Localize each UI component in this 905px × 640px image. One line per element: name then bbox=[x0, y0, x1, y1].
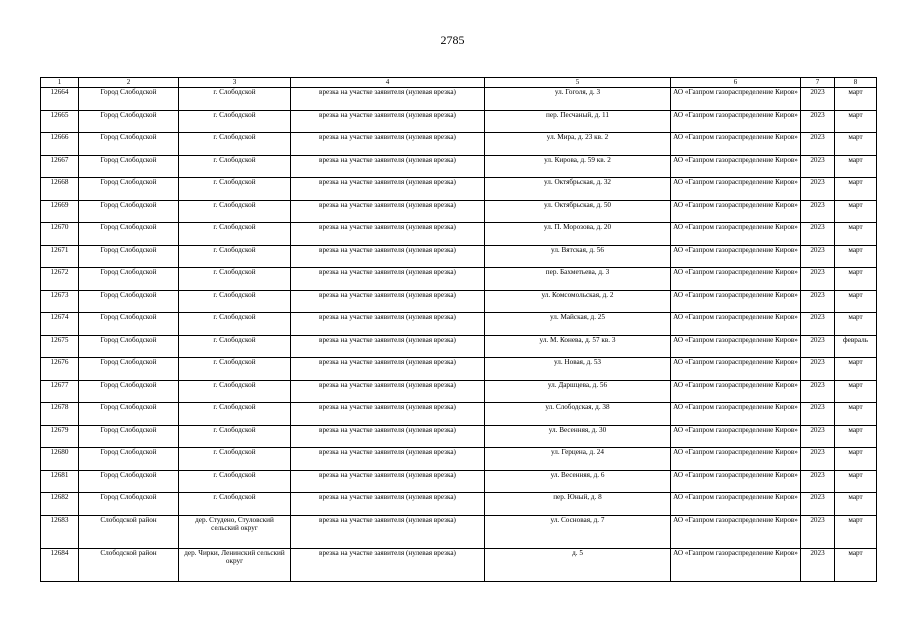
month-cell: март bbox=[835, 403, 877, 426]
municipality-cell: Город Слободской bbox=[79, 290, 179, 313]
row-number-cell: 12665 bbox=[41, 110, 79, 133]
month-cell: март bbox=[835, 515, 877, 548]
settlement-cell: г. Слободской bbox=[179, 110, 291, 133]
year-cell: 2023 bbox=[801, 200, 835, 223]
organization-cell: АО «Газпром газораспределение Киров» bbox=[671, 493, 801, 516]
month-cell: март bbox=[835, 358, 877, 381]
municipality-cell: Город Слободской bbox=[79, 380, 179, 403]
year-cell: 2023 bbox=[801, 380, 835, 403]
address-cell: ул. Октябрьская, д. 32 bbox=[485, 178, 671, 201]
organization-cell: АО «Газпром газораспределение Киров» bbox=[671, 425, 801, 448]
row-number-cell: 12677 bbox=[41, 380, 79, 403]
row-number-cell: 12670 bbox=[41, 223, 79, 246]
column-header: 2 bbox=[79, 78, 179, 88]
table-row bbox=[41, 178, 877, 201]
year-cell: 2023 bbox=[801, 133, 835, 156]
row-number-cell: 12682 bbox=[41, 493, 79, 516]
year-cell: 2023 bbox=[801, 448, 835, 471]
organization-cell: АО «Газпром газораспределение Киров» bbox=[671, 133, 801, 156]
table-row bbox=[41, 380, 877, 403]
row-number-cell: 12679 bbox=[41, 425, 79, 448]
year-cell: 2023 bbox=[801, 548, 835, 581]
settlement-cell: дер. Студено, Стуловский сельский округ bbox=[179, 515, 291, 548]
address-cell: ул. Мира, д. 23 кв. 2 bbox=[485, 133, 671, 156]
month-cell: март bbox=[835, 200, 877, 223]
organization-cell: АО «Газпром газораспределение Киров» bbox=[671, 470, 801, 493]
column-header: 3 bbox=[179, 78, 291, 88]
work-type-cell: врезка на участке заявителя (нулевая врезка) bbox=[291, 88, 485, 111]
work-type-cell: врезка на участке заявителя (нулевая врезка) bbox=[291, 425, 485, 448]
settlement-cell: г. Слободской bbox=[179, 358, 291, 381]
table-row bbox=[41, 268, 877, 291]
row-number-cell: 12672 bbox=[41, 268, 79, 291]
address-cell: пер. Юный, д. 8 bbox=[485, 493, 671, 516]
work-type-cell: врезка на участке заявителя (нулевая врезка) bbox=[291, 313, 485, 336]
organization-cell: АО «Газпром газораспределение Киров» bbox=[671, 110, 801, 133]
month-cell: март bbox=[835, 380, 877, 403]
table-row bbox=[41, 403, 877, 426]
table-row bbox=[41, 358, 877, 381]
settlement-cell: г. Слободской bbox=[179, 403, 291, 426]
month-cell: март bbox=[835, 178, 877, 201]
year-cell: 2023 bbox=[801, 358, 835, 381]
work-type-cell: врезка на участке заявителя (нулевая врезка) bbox=[291, 290, 485, 313]
municipality-cell: Город Слободской bbox=[79, 358, 179, 381]
municipality-cell: Город Слободской bbox=[79, 448, 179, 471]
year-cell: 2023 bbox=[801, 335, 835, 358]
organization-cell: АО «Газпром газораспределение Киров» bbox=[671, 245, 801, 268]
table-row bbox=[41, 335, 877, 358]
settlement-cell: дер. Чирки, Ленинский сельский округ bbox=[179, 548, 291, 581]
table-row bbox=[41, 133, 877, 156]
address-cell: ул. Комсомольская, д. 2 bbox=[485, 290, 671, 313]
work-type-cell: врезка на участке заявителя (нулевая врезка) bbox=[291, 110, 485, 133]
address-cell: ул. Весенняя, д. 6 bbox=[485, 470, 671, 493]
work-type-cell: врезка на участке заявителя (нулевая врезка) bbox=[291, 358, 485, 381]
year-cell: 2023 bbox=[801, 493, 835, 516]
address-cell: д. 5 bbox=[485, 548, 671, 581]
settlement-cell: г. Слободской bbox=[179, 493, 291, 516]
organization-cell: АО «Газпром газораспределение Киров» bbox=[671, 155, 801, 178]
settlement-cell: г. Слободской bbox=[179, 268, 291, 291]
settlement-cell: г. Слободской bbox=[179, 178, 291, 201]
settlement-cell: г. Слободской bbox=[179, 425, 291, 448]
table-row bbox=[41, 448, 877, 471]
organization-cell: АО «Газпром газораспределение Киров» bbox=[671, 403, 801, 426]
row-number-cell: 12666 bbox=[41, 133, 79, 156]
column-header: 7 bbox=[801, 78, 835, 88]
municipality-cell: Город Слободской bbox=[79, 88, 179, 111]
address-cell: ул. Гоголя, д. 3 bbox=[485, 88, 671, 111]
table-row bbox=[41, 245, 877, 268]
settlement-cell: г. Слободской bbox=[179, 200, 291, 223]
settlement-cell: г. Слободской bbox=[179, 155, 291, 178]
address-cell: ул. Сосновая, д. 7 bbox=[485, 515, 671, 548]
organization-cell: АО «Газпром газораспределение Киров» bbox=[671, 178, 801, 201]
row-number-cell: 12676 bbox=[41, 358, 79, 381]
address-cell: ул. Даршцева, д. 56 bbox=[485, 380, 671, 403]
work-type-cell: врезка на участке заявителя (нулевая врезка) bbox=[291, 448, 485, 471]
row-number-cell: 12680 bbox=[41, 448, 79, 471]
settlement-cell: г. Слободской bbox=[179, 470, 291, 493]
organization-cell: АО «Газпром газораспределение Киров» bbox=[671, 358, 801, 381]
row-number-cell: 12671 bbox=[41, 245, 79, 268]
organization-cell: АО «Газпром газораспределение Киров» bbox=[671, 268, 801, 291]
municipality-cell: Город Слободской bbox=[79, 313, 179, 336]
month-cell: март bbox=[835, 313, 877, 336]
column-header: 4 bbox=[291, 78, 485, 88]
municipality-cell: Город Слободской bbox=[79, 155, 179, 178]
year-cell: 2023 bbox=[801, 155, 835, 178]
work-type-cell: врезка на участке заявителя (нулевая врезка) bbox=[291, 133, 485, 156]
month-cell: март bbox=[835, 290, 877, 313]
municipality-cell: Город Слободской bbox=[79, 110, 179, 133]
year-cell: 2023 bbox=[801, 515, 835, 548]
row-number-cell: 12667 bbox=[41, 155, 79, 178]
row-number-cell: 12664 bbox=[41, 88, 79, 111]
work-type-cell: врезка на участке заявителя (нулевая врезка) bbox=[291, 178, 485, 201]
municipality-cell: Город Слободской bbox=[79, 493, 179, 516]
work-type-cell: врезка на участке заявителя (нулевая врезка) bbox=[291, 380, 485, 403]
table-row bbox=[41, 515, 877, 548]
row-number-cell: 12678 bbox=[41, 403, 79, 426]
table-row bbox=[41, 290, 877, 313]
settlement-cell: г. Слободской bbox=[179, 380, 291, 403]
organization-cell: АО «Газпром газораспределение Киров» bbox=[671, 335, 801, 358]
organization-cell: АО «Газпром газораспределение Киров» bbox=[671, 200, 801, 223]
table-row bbox=[41, 110, 877, 133]
settlement-cell: г. Слободской bbox=[179, 88, 291, 111]
work-type-cell: врезка на участке заявителя (нулевая врезка) bbox=[291, 548, 485, 581]
address-cell: ул. Новая, д. 53 bbox=[485, 358, 671, 381]
column-header: 1 bbox=[41, 78, 79, 88]
municipality-cell: Город Слободской bbox=[79, 223, 179, 246]
address-cell: ул. Весенняя, д. 30 bbox=[485, 425, 671, 448]
municipality-cell: Город Слободской bbox=[79, 335, 179, 358]
year-cell: 2023 bbox=[801, 290, 835, 313]
address-cell: ул. Герцена, д. 24 bbox=[485, 448, 671, 471]
table-row bbox=[41, 548, 877, 581]
month-cell: март bbox=[835, 548, 877, 581]
settlement-cell: г. Слободской bbox=[179, 313, 291, 336]
row-number-cell: 12681 bbox=[41, 470, 79, 493]
municipality-cell: Город Слободской bbox=[79, 268, 179, 291]
address-cell: ул. Кирова, д. 59 кв. 2 bbox=[485, 155, 671, 178]
address-cell: пер. Песчаный, д. 11 bbox=[485, 110, 671, 133]
year-cell: 2023 bbox=[801, 268, 835, 291]
organization-cell: АО «Газпром газораспределение Киров» bbox=[671, 290, 801, 313]
month-cell: март bbox=[835, 470, 877, 493]
organization-cell: АО «Газпром газораспределение Киров» bbox=[671, 548, 801, 581]
month-cell: март bbox=[835, 88, 877, 111]
year-cell: 2023 bbox=[801, 110, 835, 133]
organization-cell: АО «Газпром газораспределение Киров» bbox=[671, 515, 801, 548]
address-cell: ул. Майская, д. 25 bbox=[485, 313, 671, 336]
municipality-cell: Город Слободской bbox=[79, 425, 179, 448]
work-type-cell: врезка на участке заявителя (нулевая врезка) bbox=[291, 515, 485, 548]
year-cell: 2023 bbox=[801, 245, 835, 268]
organization-cell: АО «Газпром газораспределение Киров» bbox=[671, 313, 801, 336]
work-type-cell: врезка на участке заявителя (нулевая врезка) bbox=[291, 223, 485, 246]
year-cell: 2023 bbox=[801, 403, 835, 426]
table-body bbox=[41, 88, 877, 582]
row-number-cell: 12683 bbox=[41, 515, 79, 548]
work-type-cell: врезка на участке заявителя (нулевая врезка) bbox=[291, 493, 485, 516]
work-type-cell: врезка на участке заявителя (нулевая врезка) bbox=[291, 268, 485, 291]
work-type-cell: врезка на участке заявителя (нулевая врезка) bbox=[291, 403, 485, 426]
table-row bbox=[41, 88, 877, 111]
work-type-cell: врезка на участке заявителя (нулевая врезка) bbox=[291, 200, 485, 223]
month-cell: март bbox=[835, 133, 877, 156]
month-cell: март bbox=[835, 110, 877, 133]
municipality-cell: Город Слободской bbox=[79, 133, 179, 156]
municipality-cell: Город Слободской bbox=[79, 178, 179, 201]
page-number: 2785 bbox=[440, 33, 465, 47]
month-cell: март bbox=[835, 245, 877, 268]
year-cell: 2023 bbox=[801, 425, 835, 448]
work-type-cell: врезка на участке заявителя (нулевая врезка) bbox=[291, 470, 485, 493]
column-header: 5 bbox=[485, 78, 671, 88]
year-cell: 2023 bbox=[801, 178, 835, 201]
month-cell: март bbox=[835, 223, 877, 246]
month-cell: март bbox=[835, 268, 877, 291]
column-header: 8 bbox=[835, 78, 877, 88]
settlement-cell: г. Слободской bbox=[179, 223, 291, 246]
organization-cell: АО «Газпром газораспределение Киров» bbox=[671, 223, 801, 246]
address-cell: пер. Бахметьева, д. 3 bbox=[485, 268, 671, 291]
month-cell: март bbox=[835, 448, 877, 471]
settlement-cell: г. Слободской bbox=[179, 245, 291, 268]
table-row bbox=[41, 223, 877, 246]
address-cell: ул. П. Морозова, д. 20 bbox=[485, 223, 671, 246]
address-cell: ул. М. Конева, д. 57 кв. 3 bbox=[485, 335, 671, 358]
organization-cell: АО «Газпром газораспределение Киров» bbox=[671, 88, 801, 111]
work-type-cell: врезка на участке заявителя (нулевая врезка) bbox=[291, 155, 485, 178]
month-cell: март bbox=[835, 425, 877, 448]
settlement-cell: г. Слободской bbox=[179, 448, 291, 471]
municipality-cell: Слободской район bbox=[79, 515, 179, 548]
row-number-cell: 12684 bbox=[41, 548, 79, 581]
settlement-cell: г. Слободской bbox=[179, 290, 291, 313]
row-number-cell: 12674 bbox=[41, 313, 79, 336]
column-header: 6 bbox=[671, 78, 801, 88]
year-cell: 2023 bbox=[801, 223, 835, 246]
municipality-cell: Город Слободской bbox=[79, 245, 179, 268]
row-number-cell: 12669 bbox=[41, 200, 79, 223]
year-cell: 2023 bbox=[801, 470, 835, 493]
table-row bbox=[41, 313, 877, 336]
work-type-cell: врезка на участке заявителя (нулевая врезка) bbox=[291, 245, 485, 268]
address-cell: ул. Слободская, д. 38 bbox=[485, 403, 671, 426]
table-row bbox=[41, 200, 877, 223]
municipality-cell: Слободской район bbox=[79, 548, 179, 581]
organization-cell: АО «Газпром газораспределение Киров» bbox=[671, 448, 801, 471]
registry-table bbox=[40, 77, 877, 582]
row-number-cell: 12675 bbox=[41, 335, 79, 358]
table-row bbox=[41, 425, 877, 448]
settlement-cell: г. Слободской bbox=[179, 335, 291, 358]
municipality-cell: Город Слободской bbox=[79, 403, 179, 426]
table-header-row bbox=[41, 78, 877, 88]
row-number-cell: 12668 bbox=[41, 178, 79, 201]
settlement-cell: г. Слободской bbox=[179, 133, 291, 156]
table-row bbox=[41, 470, 877, 493]
month-cell: февраль bbox=[835, 335, 877, 358]
table-row bbox=[41, 493, 877, 516]
table-row bbox=[41, 155, 877, 178]
municipality-cell: Город Слободской bbox=[79, 470, 179, 493]
work-type-cell: врезка на участке заявителя (нулевая врезка) bbox=[291, 335, 485, 358]
address-cell: ул. Октябрьская, д. 50 bbox=[485, 200, 671, 223]
row-number-cell: 12673 bbox=[41, 290, 79, 313]
organization-cell: АО «Газпром газораспределение Киров» bbox=[671, 380, 801, 403]
month-cell: март bbox=[835, 493, 877, 516]
address-cell: ул. Вятская, д. 56 bbox=[485, 245, 671, 268]
year-cell: 2023 bbox=[801, 88, 835, 111]
municipality-cell: Город Слободской bbox=[79, 200, 179, 223]
year-cell: 2023 bbox=[801, 313, 835, 336]
month-cell: март bbox=[835, 155, 877, 178]
